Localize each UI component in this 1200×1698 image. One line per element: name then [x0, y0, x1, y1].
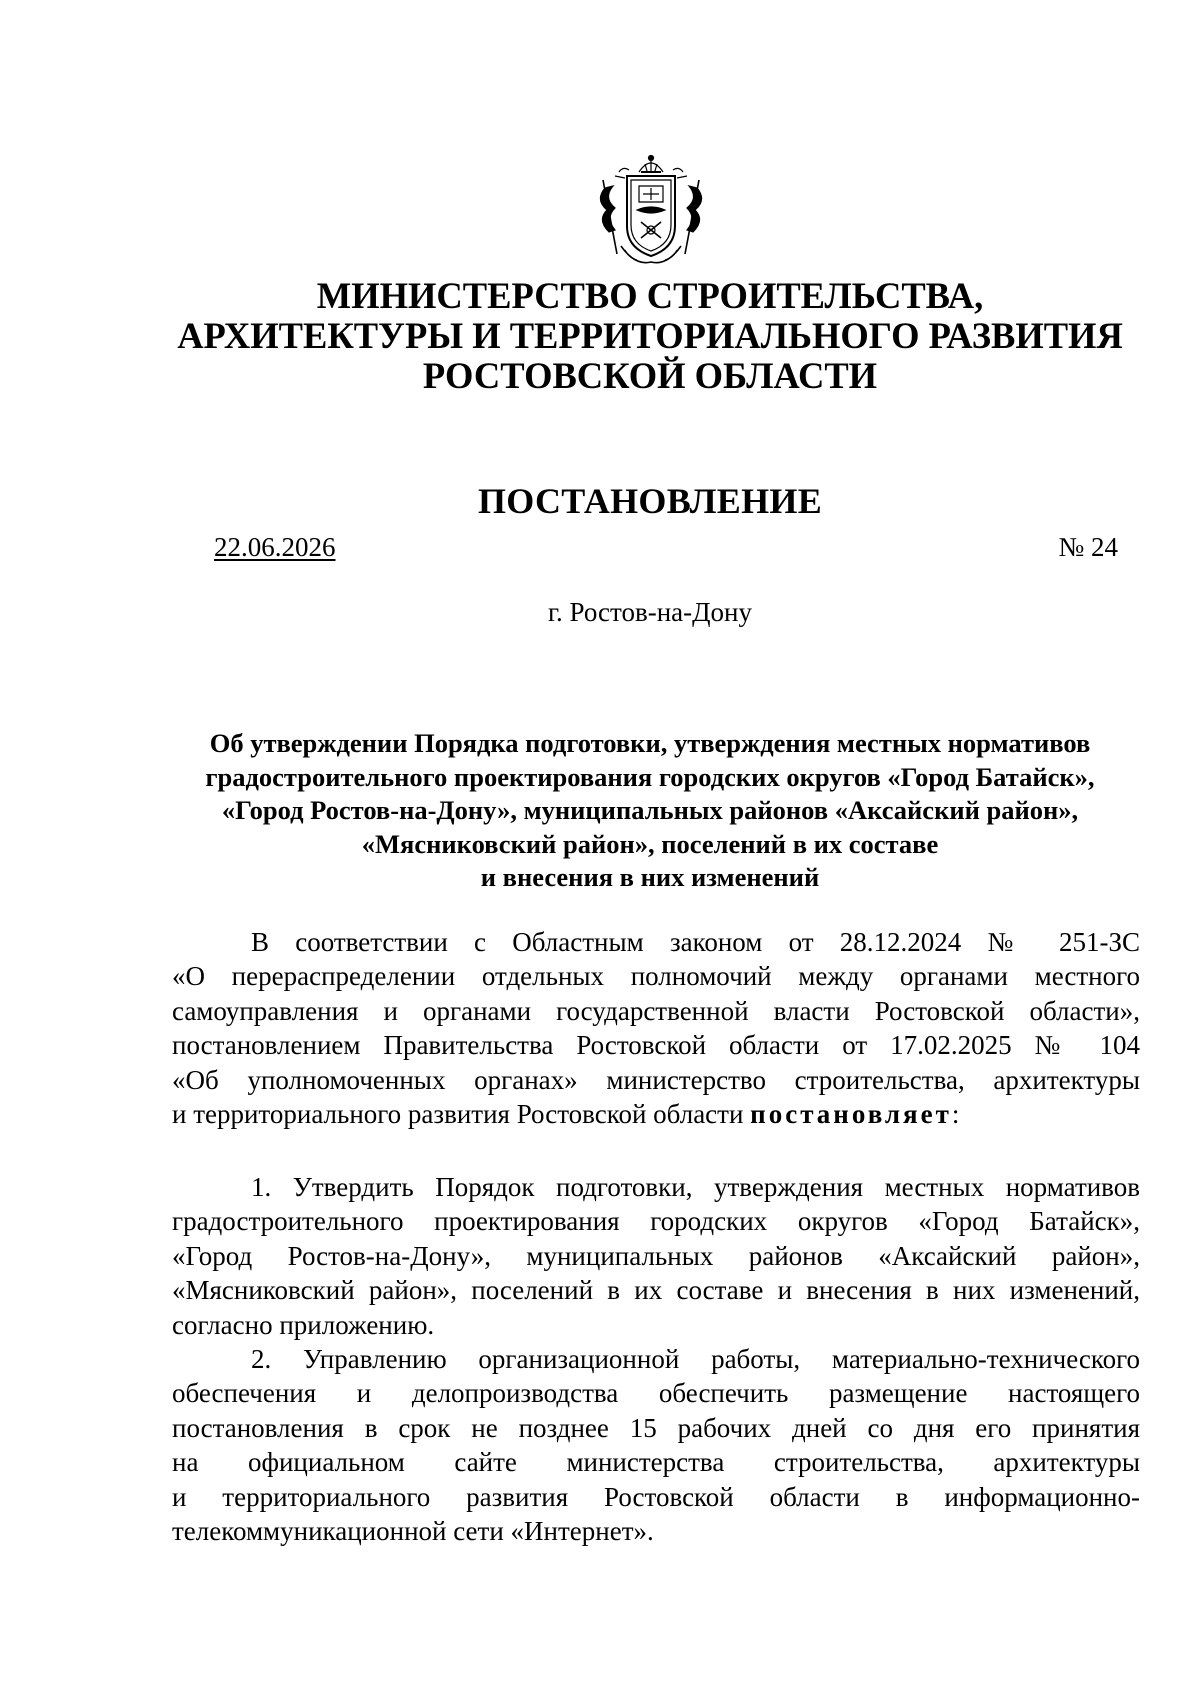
preamble-paragraph — [172, 925, 1140, 1131]
ministry-title-line: АРХИТЕКТУРЫ И ТЕРРИТОРИАЛЬНОГО РАЗВИТИЯ — [177, 315, 1123, 356]
paragraph-line: «Город Ростов-на-Дону», муниципальных районов «Аксайский район», — [172, 1240, 1140, 1271]
paragraph-line: обеспечения и делопроизводства обеспечить размещение настоящего — [172, 1378, 1140, 1409]
subject-line: «Мясниковский район», поселений в их составе — [361, 828, 939, 859]
paragraph-line: 1. Утвердить Порядок подготовки, утверждения местных нормативов — [251, 1172, 1140, 1202]
paragraph-line: и территориального развития Ростовской области в информационно- — [172, 1481, 1140, 1512]
coat-of-arms-icon — [595, 150, 707, 270]
document-subject — [160, 727, 1140, 895]
paragraph-line: «Мясниковский район», поселений в их составе и внесения в них изменений, — [172, 1275, 1140, 1306]
subject-line: «Город Ростов-на-Дону», муниципальных районов «Аксайский район», — [221, 795, 1079, 825]
paragraph-line: В соответствии с Областным законом от 28.12.2024 № 251-ЗС — [251, 927, 1140, 957]
paragraph-line: градостроительного проектирования городских округов «Город Батайск», — [172, 1206, 1140, 1237]
list-item — [172, 1342, 1140, 1548]
document-date: 22.06.2026 — [214, 532, 336, 562]
document-type: ПОСТАНОВЛЕНИЕ — [477, 481, 823, 521]
paragraph-line-text: и территориального развития Ростовской области — [172, 1099, 751, 1130]
paragraph-line: на официальном сайте министерства строительства, архитектуры — [172, 1447, 1140, 1478]
paragraph-line: самоуправления и органами государственной власти Ростовской области», — [172, 995, 1140, 1026]
paragraph-line: «Об уполномоченных органах» министерство строительства, архитектуры — [172, 1064, 1140, 1095]
ministry-title-line: РОСТОВСКОЙ ОБЛАСТИ — [422, 355, 878, 396]
paragraph-line: постановлением Правительства Ростовской области от 17.02.2025 № 104 — [172, 1030, 1140, 1061]
subject-line: градостроительного проектирования городских округов «Город Батайск», — [205, 761, 1095, 792]
ministry-title-line: МИНИСТЕРСТВО СТРОИТЕЛЬСТВА, — [316, 275, 984, 316]
paragraph-line: постановления в срок не позднее 15 рабочих дней со дня его принятия — [172, 1412, 1140, 1443]
subject-line: и внесения в них изменений — [480, 862, 820, 892]
document-city: г. Ростов-на-Дону — [547, 597, 752, 627]
paragraph-line — [172, 1097, 1140, 1131]
resolves-word: постановляет — [750, 1099, 952, 1130]
subject-line: Об утверждении Порядка подготовки, утверждения местных нормативов — [209, 728, 1091, 758]
paragraph-line: согласно приложению. — [172, 1309, 435, 1340]
document-number: № 24 — [1058, 532, 1118, 562]
paragraph-line: «О перераспределении отдельных полномочий между органами местного — [172, 961, 1140, 992]
ministry-title — [160, 276, 1140, 396]
list-item — [172, 1170, 1140, 1342]
paragraph-line: телекоммуникационной сети «Интернет». — [172, 1516, 654, 1547]
paragraph-line-end: : — [951, 1099, 960, 1130]
paragraph-line: 2. Управлению организационной работы, материально-технического — [251, 1344, 1140, 1374]
